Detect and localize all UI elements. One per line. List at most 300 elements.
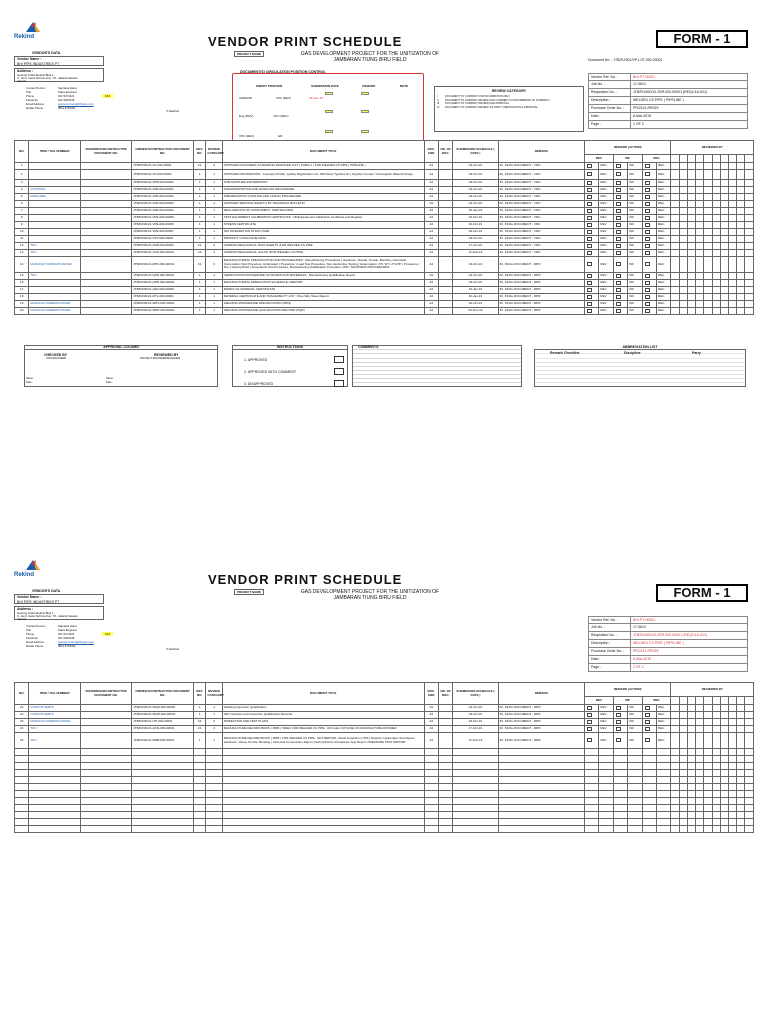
rev-checkbox-box[interactable]: [587, 216, 592, 220]
reviewer-cell[interactable]: [687, 719, 695, 726]
rev-checkbox[interactable]: [585, 187, 599, 194]
vendor-doc-no[interactable]: [80, 194, 131, 201]
disapproved-checkbox[interactable]: [334, 380, 344, 387]
reviewer-cell[interactable]: [704, 273, 712, 280]
inf-checkbox[interactable]: [613, 163, 627, 170]
reviewer-cell[interactable]: [720, 726, 728, 733]
reviewer-cell[interactable]: [745, 712, 754, 719]
rev-checkbox-box[interactable]: [587, 720, 592, 724]
reviewer-cell[interactable]: [696, 719, 704, 726]
reviewer-cell[interactable]: [679, 243, 687, 250]
rev-checkbox-box[interactable]: [587, 188, 592, 192]
reviewer-cell[interactable]: [679, 229, 687, 236]
rec-checkbox[interactable]: [642, 180, 656, 187]
reviewer-cell[interactable]: [704, 719, 712, 726]
reviewer-cell[interactable]: [696, 287, 704, 294]
empty-cell[interactable]: [696, 819, 704, 826]
approved-checkbox[interactable]: [334, 356, 344, 363]
reviewer-cell[interactable]: [712, 719, 720, 726]
empty-cell[interactable]: [628, 791, 642, 798]
rev-checkbox[interactable]: [585, 712, 599, 719]
empty-cell[interactable]: [642, 826, 656, 833]
reviewer-cell[interactable]: [729, 705, 737, 712]
comments-box[interactable]: [352, 345, 522, 387]
rev-checkbox-box[interactable]: [587, 727, 592, 731]
reviewer-cell[interactable]: [729, 733, 737, 749]
inf-checkbox-box[interactable]: [616, 172, 621, 176]
contact-value[interactable]: 021 5262345: [58, 98, 75, 102]
reviewer-cell[interactable]: [729, 229, 737, 236]
empty-cell[interactable]: [206, 805, 222, 812]
empty-cell[interactable]: [679, 805, 687, 812]
empty-cell[interactable]: [720, 784, 728, 791]
empty-cell[interactable]: [206, 763, 222, 770]
empty-cell[interactable]: [80, 763, 131, 770]
empty-cell[interactable]: [438, 777, 452, 784]
reviewer-cell[interactable]: [729, 726, 737, 733]
reviewer-cell[interactable]: [720, 194, 728, 201]
reviewer-cell[interactable]: [720, 257, 728, 273]
empty-cell[interactable]: [438, 805, 452, 812]
empty-cell[interactable]: [498, 798, 584, 805]
rev-checkbox[interactable]: [585, 215, 599, 222]
reviewer-cell[interactable]: [679, 187, 687, 194]
empty-cell[interactable]: [585, 777, 599, 784]
rev-checkbox-box[interactable]: [587, 295, 592, 299]
reviewer-cell[interactable]: [712, 215, 720, 222]
empty-cell[interactable]: [687, 812, 695, 819]
empty-cell[interactable]: [585, 826, 599, 833]
reviewer-cell[interactable]: [687, 215, 695, 222]
rec-checkbox-box[interactable]: [645, 713, 650, 717]
empty-cell[interactable]: [704, 812, 712, 819]
rec-checkbox[interactable]: [642, 170, 656, 180]
rec-checkbox-box[interactable]: [645, 244, 650, 248]
reviewer-cell[interactable]: [712, 201, 720, 208]
reviewer-cell[interactable]: [737, 719, 745, 726]
empty-cell[interactable]: [206, 777, 222, 784]
empty-cell[interactable]: [628, 812, 642, 819]
reviewer-cell[interactable]: [745, 733, 754, 749]
empty-cell[interactable]: [737, 798, 745, 805]
empty-cell[interactable]: [628, 756, 642, 763]
reviewer-cell[interactable]: [737, 194, 745, 201]
rec-checkbox-box[interactable]: [645, 172, 650, 176]
empty-cell[interactable]: [642, 819, 656, 826]
empty-cell[interactable]: [671, 770, 679, 777]
reviewer-cell[interactable]: [671, 222, 679, 229]
empty-cell[interactable]: [696, 791, 704, 798]
vendor-doc-no[interactable]: [80, 236, 131, 243]
empty-cell[interactable]: [599, 749, 613, 756]
reviewer-cell[interactable]: [745, 243, 754, 250]
empty-cell[interactable]: [599, 770, 613, 777]
empty-cell[interactable]: [599, 791, 613, 798]
vendor-doc-no[interactable]: [80, 705, 131, 712]
empty-cell[interactable]: [657, 791, 671, 798]
empty-cell[interactable]: [194, 770, 206, 777]
rev-checkbox-box[interactable]: [587, 309, 592, 313]
reviewer-cell[interactable]: [679, 733, 687, 749]
reviewer-cell[interactable]: [687, 236, 695, 243]
inf-checkbox[interactable]: [613, 170, 627, 180]
inf-checkbox[interactable]: [613, 273, 627, 280]
rev-checkbox-box[interactable]: [587, 223, 592, 227]
empty-cell[interactable]: [132, 749, 194, 756]
empty-cell[interactable]: [729, 812, 737, 819]
inf-checkbox-box[interactable]: [616, 216, 621, 220]
vendor-doc-no[interactable]: [80, 726, 131, 733]
inf-checkbox[interactable]: [613, 229, 627, 236]
vendor-doc-no[interactable]: [80, 301, 131, 308]
reviewer-cell[interactable]: [745, 201, 754, 208]
empty-cell[interactable]: [657, 819, 671, 826]
rec-checkbox[interactable]: [642, 726, 656, 733]
inf-checkbox-box[interactable]: [616, 209, 621, 213]
empty-cell[interactable]: [132, 805, 194, 812]
rec-checkbox-box[interactable]: [645, 281, 650, 285]
empty-cell[interactable]: [453, 805, 498, 812]
reviewer-cell[interactable]: [729, 194, 737, 201]
empty-cell[interactable]: [642, 770, 656, 777]
empty-cell[interactable]: [438, 791, 452, 798]
reviewer-cell[interactable]: [687, 180, 695, 187]
empty-cell[interactable]: [424, 791, 438, 798]
inf-checkbox-box[interactable]: [616, 727, 621, 731]
rec-checkbox-box[interactable]: [645, 274, 650, 278]
reviewer-cell[interactable]: [737, 187, 745, 194]
empty-cell[interactable]: [628, 826, 642, 833]
reviewer-cell[interactable]: [720, 705, 728, 712]
reviewer-cell[interactable]: [720, 250, 728, 257]
vendor-doc-no[interactable]: [80, 287, 131, 294]
reviewer-cell[interactable]: [729, 250, 737, 257]
empty-cell[interactable]: [453, 770, 498, 777]
empty-cell[interactable]: [599, 805, 613, 812]
empty-cell[interactable]: [671, 805, 679, 812]
empty-cell[interactable]: [671, 756, 679, 763]
empty-cell[interactable]: [424, 812, 438, 819]
vendor-doc-no[interactable]: [80, 187, 131, 194]
reviewer-cell[interactable]: [729, 712, 737, 719]
reviewer-cell[interactable]: [671, 250, 679, 257]
reviewer-cell[interactable]: [729, 208, 737, 215]
empty-cell[interactable]: [712, 812, 720, 819]
empty-cell[interactable]: [194, 812, 206, 819]
rev-checkbox[interactable]: [585, 273, 599, 280]
empty-cell[interactable]: [642, 784, 656, 791]
empty-cell[interactable]: [206, 756, 222, 763]
empty-cell[interactable]: [80, 777, 131, 784]
reviewer-cell[interactable]: [720, 180, 728, 187]
rec-checkbox-box[interactable]: [645, 738, 650, 742]
reviewer-cell[interactable]: [696, 726, 704, 733]
empty-cell[interactable]: [453, 749, 498, 756]
rev-checkbox[interactable]: [585, 280, 599, 287]
empty-cell[interactable]: [712, 819, 720, 826]
reviewer-cell[interactable]: [696, 733, 704, 749]
empty-cell[interactable]: [679, 763, 687, 770]
empty-cell[interactable]: [206, 770, 222, 777]
reviewer-cell[interactable]: [696, 222, 704, 229]
reviewer-cell[interactable]: [729, 301, 737, 308]
reviewer-cell[interactable]: [712, 301, 720, 308]
empty-cell[interactable]: [613, 763, 627, 770]
reviewer-cell[interactable]: [704, 208, 712, 215]
inf-checkbox-box[interactable]: [616, 202, 621, 206]
inf-checkbox-box[interactable]: [616, 188, 621, 192]
inf-checkbox[interactable]: [613, 301, 627, 308]
reviewer-cell[interactable]: [745, 222, 754, 229]
reviewer-cell[interactable]: [737, 208, 745, 215]
reviewer-cell[interactable]: [720, 719, 728, 726]
empty-cell[interactable]: [712, 756, 720, 763]
reviewer-cell[interactable]: [671, 180, 679, 187]
reviewer-cell[interactable]: [720, 170, 728, 180]
inf-checkbox-box[interactable]: [616, 295, 621, 299]
reviewer-cell[interactable]: [671, 719, 679, 726]
rec-checkbox-box[interactable]: [645, 706, 650, 710]
empty-cell[interactable]: [222, 763, 424, 770]
empty-cell[interactable]: [687, 756, 695, 763]
reviewer-cell[interactable]: [712, 250, 720, 257]
empty-cell[interactable]: [585, 819, 599, 826]
empty-cell[interactable]: [657, 770, 671, 777]
empty-cell[interactable]: [737, 791, 745, 798]
empty-cell[interactable]: [687, 763, 695, 770]
inf-checkbox-box[interactable]: [616, 738, 621, 742]
empty-cell[interactable]: [737, 749, 745, 756]
empty-cell[interactable]: [132, 791, 194, 798]
reviewer-cell[interactable]: [745, 726, 754, 733]
rev-checkbox-box[interactable]: [587, 251, 592, 255]
reviewer-date-field[interactable]: Date :: [106, 381, 113, 384]
empty-cell[interactable]: [737, 770, 745, 777]
reviewer-cell[interactable]: [671, 726, 679, 733]
empty-cell[interactable]: [424, 770, 438, 777]
reviewer-cell[interactable]: [679, 294, 687, 301]
empty-cell[interactable]: [194, 826, 206, 833]
empty-cell[interactable]: [671, 812, 679, 819]
reviewer-cell[interactable]: [679, 301, 687, 308]
inf-checkbox[interactable]: [613, 719, 627, 726]
reviewer-cell[interactable]: [679, 163, 687, 170]
empty-cell[interactable]: [80, 812, 131, 819]
rev-checkbox[interactable]: [585, 243, 599, 250]
inf-checkbox-box[interactable]: [616, 720, 621, 724]
rev-checkbox-box[interactable]: [587, 164, 592, 168]
inf-checkbox[interactable]: [613, 733, 627, 749]
inf-checkbox[interactable]: [613, 250, 627, 257]
inf-checkbox-box[interactable]: [616, 164, 621, 168]
empty-cell[interactable]: [704, 819, 712, 826]
contact-email-link[interactable]: sapriana.hana@bhipipe.com: [58, 102, 94, 106]
empty-cell[interactable]: [453, 812, 498, 819]
empty-cell[interactable]: [599, 826, 613, 833]
rec-checkbox-box[interactable]: [645, 727, 650, 731]
empty-cell[interactable]: [222, 826, 424, 833]
empty-cell[interactable]: [704, 784, 712, 791]
reviewer-cell[interactable]: [737, 222, 745, 229]
reviewer-cell[interactable]: [737, 250, 745, 257]
reviewer-cell[interactable]: [696, 257, 704, 273]
empty-cell[interactable]: [222, 749, 424, 756]
reviewer-cell[interactable]: [696, 170, 704, 180]
empty-cell[interactable]: [745, 826, 754, 833]
contact-value[interactable]: Sales Engineer: [58, 90, 77, 94]
reviewer-cell[interactable]: [687, 243, 695, 250]
vendor-doc-no[interactable]: [80, 280, 131, 287]
empty-cell[interactable]: [15, 812, 29, 819]
reviewer-cell[interactable]: [704, 229, 712, 236]
vendor-name-value[interactable]: BHI PIPE INDUSTRIES PT: [17, 600, 60, 604]
reviewer-cell[interactable]: [687, 187, 695, 194]
empty-cell[interactable]: [132, 784, 194, 791]
empty-cell[interactable]: [613, 819, 627, 826]
empty-cell[interactable]: [194, 819, 206, 826]
empty-cell[interactable]: [737, 812, 745, 819]
reviewer-cell[interactable]: [712, 705, 720, 712]
empty-cell[interactable]: [704, 763, 712, 770]
empty-cell[interactable]: [704, 791, 712, 798]
rev-checkbox-box[interactable]: [587, 302, 592, 306]
reviewer-cell[interactable]: [687, 712, 695, 719]
reviewer-cell[interactable]: [671, 194, 679, 201]
empty-cell[interactable]: [687, 749, 695, 756]
empty-cell[interactable]: [737, 819, 745, 826]
empty-cell[interactable]: [599, 784, 613, 791]
reviewer-cell[interactable]: [679, 726, 687, 733]
empty-cell[interactable]: [206, 784, 222, 791]
empty-cell[interactable]: [745, 756, 754, 763]
reviewer-cell[interactable]: [737, 294, 745, 301]
empty-cell[interactable]: [712, 791, 720, 798]
reviewer-cell[interactable]: [704, 733, 712, 749]
empty-cell[interactable]: [453, 791, 498, 798]
reviewer-cell[interactable]: [720, 163, 728, 170]
reviewer-cell[interactable]: [720, 287, 728, 294]
empty-cell[interactable]: [29, 777, 80, 784]
empty-cell[interactable]: [438, 819, 452, 826]
reviewer-cell[interactable]: [720, 280, 728, 287]
reviewer-cell[interactable]: [671, 287, 679, 294]
empty-cell[interactable]: [599, 798, 613, 805]
reviewer-cell[interactable]: [745, 705, 754, 712]
reviewer-cell[interactable]: [704, 712, 712, 719]
reviewer-cell[interactable]: [671, 273, 679, 280]
reviewer-name-field[interactable]: Name :: [106, 377, 115, 380]
rec-checkbox[interactable]: [642, 280, 656, 287]
empty-cell[interactable]: [613, 784, 627, 791]
empty-cell[interactable]: [194, 798, 206, 805]
reviewer-cell[interactable]: [737, 733, 745, 749]
reviewer-cell[interactable]: [671, 229, 679, 236]
empty-cell[interactable]: [671, 749, 679, 756]
inf-checkbox[interactable]: [613, 712, 627, 719]
empty-cell[interactable]: [15, 819, 29, 826]
reviewer-cell[interactable]: [729, 180, 737, 187]
reviewer-cell[interactable]: [729, 273, 737, 280]
reviewer-cell[interactable]: [687, 170, 695, 180]
vendor-name-value[interactable]: BHI PIPE INDUSTRIES PT: [17, 62, 60, 66]
empty-cell[interactable]: [671, 798, 679, 805]
empty-cell[interactable]: [599, 777, 613, 784]
reviewer-cell[interactable]: [737, 705, 745, 712]
empty-cell[interactable]: [613, 805, 627, 812]
empty-cell[interactable]: [424, 756, 438, 763]
reviewer-cell[interactable]: [696, 280, 704, 287]
reviewer-cell[interactable]: [720, 208, 728, 215]
empty-cell[interactable]: [712, 784, 720, 791]
empty-cell[interactable]: [15, 791, 29, 798]
empty-cell[interactable]: [704, 749, 712, 756]
empty-cell[interactable]: [206, 798, 222, 805]
rec-checkbox[interactable]: [642, 222, 656, 229]
reviewer-cell[interactable]: [737, 236, 745, 243]
empty-cell[interactable]: [498, 826, 584, 833]
checker-date-field[interactable]: Date :: [26, 381, 33, 384]
rev-checkbox[interactable]: [585, 287, 599, 294]
empty-cell[interactable]: [729, 777, 737, 784]
reviewer-cell[interactable]: [712, 222, 720, 229]
reviewer-cell[interactable]: [745, 170, 754, 180]
inf-checkbox[interactable]: [613, 236, 627, 243]
empty-cell[interactable]: [599, 756, 613, 763]
reviewer-cell[interactable]: [704, 215, 712, 222]
empty-cell[interactable]: [720, 763, 728, 770]
reviewer-cell[interactable]: [745, 187, 754, 194]
contact-email-link[interactable]: sapriana.hana@bhipipe.com: [58, 640, 94, 644]
reviewer-cell[interactable]: [679, 719, 687, 726]
reviewer-cell[interactable]: [729, 222, 737, 229]
empty-cell[interactable]: [453, 819, 498, 826]
empty-cell[interactable]: [642, 805, 656, 812]
reviewer-cell[interactable]: [679, 170, 687, 180]
empty-cell[interactable]: [712, 798, 720, 805]
empty-cell[interactable]: [628, 749, 642, 756]
empty-cell[interactable]: [194, 756, 206, 763]
empty-cell[interactable]: [498, 777, 584, 784]
rev-checkbox[interactable]: [585, 733, 599, 749]
empty-cell[interactable]: [206, 819, 222, 826]
empty-cell[interactable]: [696, 784, 704, 791]
reviewer-cell[interactable]: [671, 712, 679, 719]
reviewer-cell[interactable]: [687, 208, 695, 215]
rev-checkbox-box[interactable]: [587, 202, 592, 206]
rec-checkbox[interactable]: [642, 208, 656, 215]
vendor-doc-no[interactable]: [80, 243, 131, 250]
rec-checkbox[interactable]: [642, 719, 656, 726]
reviewer-cell[interactable]: [720, 273, 728, 280]
empty-cell[interactable]: [132, 826, 194, 833]
reviewer-cell[interactable]: [712, 243, 720, 250]
reviewer-cell[interactable]: [712, 733, 720, 749]
rev-checkbox-box[interactable]: [587, 244, 592, 248]
reviewer-cell[interactable]: [745, 308, 754, 315]
reviewer-cell[interactable]: [745, 194, 754, 201]
rev-checkbox-box[interactable]: [587, 274, 592, 278]
reviewer-cell[interactable]: [720, 308, 728, 315]
rev-checkbox-box[interactable]: [587, 262, 592, 266]
rec-checkbox-box[interactable]: [645, 720, 650, 724]
empty-cell[interactable]: [729, 756, 737, 763]
rec-checkbox-box[interactable]: [645, 209, 650, 213]
empty-cell[interactable]: [585, 784, 599, 791]
empty-cell[interactable]: [498, 805, 584, 812]
rec-checkbox[interactable]: [642, 308, 656, 315]
empty-cell[interactable]: [628, 763, 642, 770]
reviewer-cell[interactable]: [729, 280, 737, 287]
